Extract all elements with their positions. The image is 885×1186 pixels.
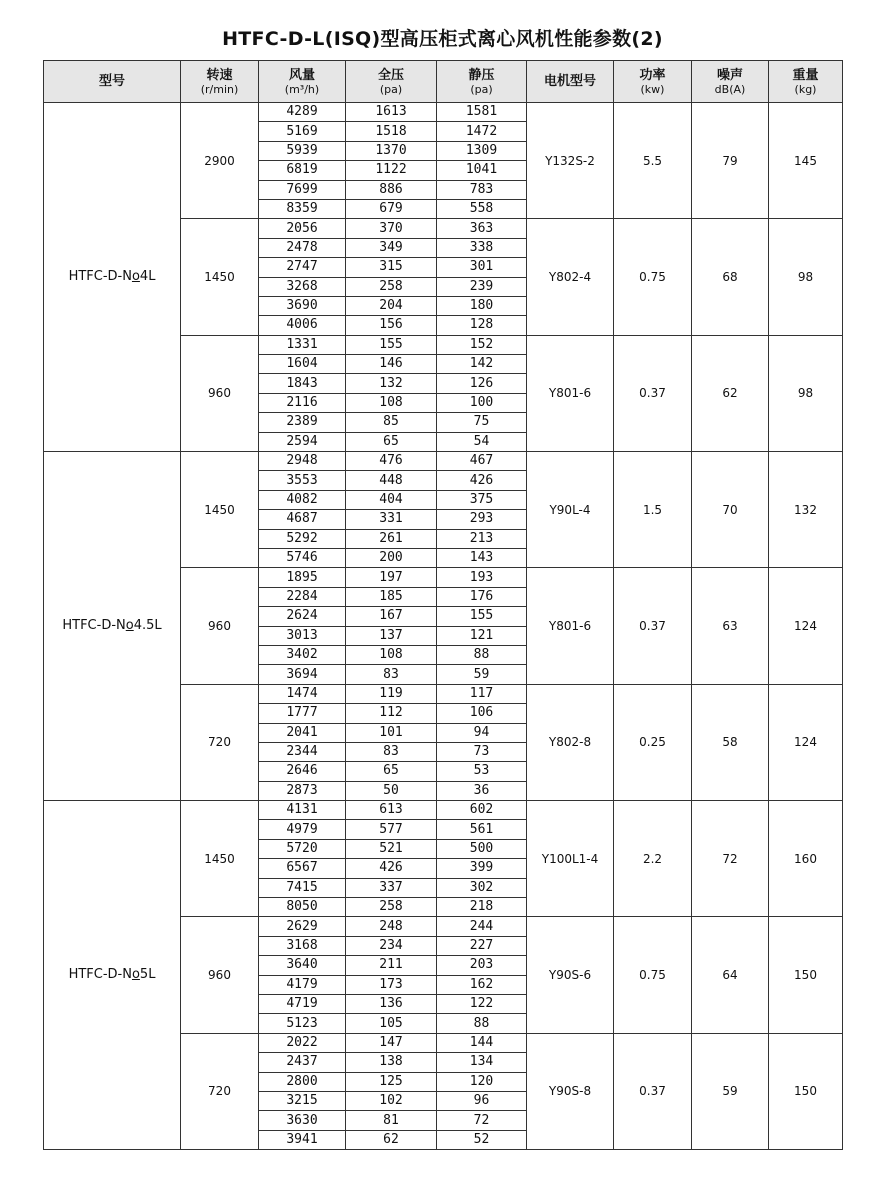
speed-cell: 1450 [181, 452, 259, 568]
airflow-cell: 4719 [259, 994, 346, 1013]
model-number-sign: o [131, 967, 140, 983]
motor-cell: Y801-6 [527, 568, 614, 684]
static-pressure-cell: 176 [437, 587, 527, 606]
total-pressure-cell: 261 [346, 529, 437, 548]
total-pressure-cell: 62 [346, 1130, 437, 1149]
total-pressure-cell: 65 [346, 432, 437, 451]
total-pressure-cell: 234 [346, 936, 437, 955]
static-pressure-cell: 88 [437, 1014, 527, 1033]
header-noise: 噪声 dB(A) [692, 61, 769, 103]
power-cell: 0.37 [614, 335, 692, 451]
airflow-cell: 3941 [259, 1130, 346, 1149]
total-pressure-cell: 112 [346, 704, 437, 723]
airflow-cell: 2116 [259, 393, 346, 412]
static-pressure-cell: 128 [437, 316, 527, 335]
static-pressure-cell: 1309 [437, 141, 527, 160]
speed-cell: 720 [181, 1033, 259, 1149]
table-body [44, 103, 843, 1150]
total-pressure-cell: 211 [346, 956, 437, 975]
total-pressure-cell: 167 [346, 607, 437, 626]
speed-cell: 1450 [181, 801, 259, 917]
power-cell: 0.37 [614, 1033, 692, 1149]
total-pressure-cell: 1370 [346, 141, 437, 160]
total-pressure-cell: 577 [346, 820, 437, 839]
static-pressure-cell: 106 [437, 704, 527, 723]
static-pressure-cell: 122 [437, 994, 527, 1013]
static-pressure-cell: 338 [437, 238, 527, 257]
total-pressure-cell: 136 [346, 994, 437, 1013]
static-pressure-cell: 54 [437, 432, 527, 451]
static-pressure-cell: 783 [437, 180, 527, 199]
static-pressure-cell: 155 [437, 607, 527, 626]
total-pressure-cell: 83 [346, 742, 437, 761]
power-cell: 0.75 [614, 219, 692, 335]
power-cell: 0.25 [614, 684, 692, 800]
airflow-cell: 2389 [259, 413, 346, 432]
total-pressure-cell: 65 [346, 762, 437, 781]
speed-cell: 960 [181, 335, 259, 451]
airflow-cell: 5292 [259, 529, 346, 548]
static-pressure-cell: 218 [437, 898, 527, 917]
static-pressure-cell: 500 [437, 839, 527, 858]
airflow-cell: 2041 [259, 723, 346, 742]
airflow-cell: 5746 [259, 548, 346, 567]
speed-cell: 960 [181, 917, 259, 1033]
motor-cell: Y90S-8 [527, 1033, 614, 1149]
static-pressure-cell: 301 [437, 258, 527, 277]
total-pressure-cell: 258 [346, 898, 437, 917]
table-row [44, 452, 843, 471]
airflow-cell: 2056 [259, 219, 346, 238]
airflow-cell: 7415 [259, 878, 346, 897]
airflow-cell: 2594 [259, 432, 346, 451]
static-pressure-cell: 1472 [437, 122, 527, 141]
total-pressure-cell: 1518 [346, 122, 437, 141]
static-pressure-cell: 162 [437, 975, 527, 994]
airflow-cell: 4179 [259, 975, 346, 994]
total-pressure-cell: 156 [346, 316, 437, 335]
airflow-cell: 6819 [259, 161, 346, 180]
total-pressure-cell: 155 [346, 335, 437, 354]
total-pressure-cell: 1122 [346, 161, 437, 180]
static-pressure-cell: 100 [437, 393, 527, 412]
static-pressure-cell: 72 [437, 1111, 527, 1130]
static-pressure-cell: 36 [437, 781, 527, 800]
airflow-cell: 3694 [259, 665, 346, 684]
total-pressure-cell: 138 [346, 1053, 437, 1072]
header-power: 功率 (kw) [614, 61, 692, 103]
static-pressure-cell: 144 [437, 1033, 527, 1052]
noise-cell: 70 [692, 452, 769, 568]
noise-cell: 62 [692, 335, 769, 451]
header-motor: 电机型号 [527, 61, 614, 103]
static-pressure-cell: 203 [437, 956, 527, 975]
total-pressure-cell: 125 [346, 1072, 437, 1091]
weight-cell: 124 [769, 568, 843, 684]
power-cell: 0.37 [614, 568, 692, 684]
static-pressure-cell: 227 [437, 936, 527, 955]
airflow-cell: 2624 [259, 607, 346, 626]
total-pressure-cell: 132 [346, 374, 437, 393]
header-static-pressure: 静压 (pa) [437, 61, 527, 103]
weight-cell: 132 [769, 452, 843, 568]
airflow-cell: 5939 [259, 141, 346, 160]
static-pressure-cell: 1581 [437, 103, 527, 122]
airflow-cell: 6567 [259, 859, 346, 878]
static-pressure-cell: 561 [437, 820, 527, 839]
airflow-cell: 4131 [259, 801, 346, 820]
static-pressure-cell: 558 [437, 199, 527, 218]
airflow-cell: 1843 [259, 374, 346, 393]
static-pressure-cell: 59 [437, 665, 527, 684]
static-pressure-cell: 52 [437, 1130, 527, 1149]
airflow-cell: 3630 [259, 1111, 346, 1130]
total-pressure-cell: 50 [346, 781, 437, 800]
airflow-cell: 2747 [259, 258, 346, 277]
motor-cell: Y90L-4 [527, 452, 614, 568]
airflow-cell: 4979 [259, 820, 346, 839]
static-pressure-cell: 1041 [437, 161, 527, 180]
static-pressure-cell: 120 [437, 1072, 527, 1091]
total-pressure-cell: 404 [346, 490, 437, 509]
weight-cell: 145 [769, 103, 843, 219]
airflow-cell: 2437 [259, 1053, 346, 1072]
airflow-cell: 5720 [259, 839, 346, 858]
weight-cell: 160 [769, 801, 843, 917]
weight-cell: 150 [769, 917, 843, 1033]
power-cell: 5.5 [614, 103, 692, 219]
total-pressure-cell: 102 [346, 1091, 437, 1110]
static-pressure-cell: 363 [437, 219, 527, 238]
model-number-sign: o [131, 269, 140, 285]
speed-cell: 2900 [181, 103, 259, 219]
total-pressure-cell: 85 [346, 413, 437, 432]
airflow-cell: 2948 [259, 452, 346, 471]
total-pressure-cell: 101 [346, 723, 437, 742]
airflow-cell: 3402 [259, 645, 346, 664]
total-pressure-cell: 197 [346, 568, 437, 587]
airflow-cell: 2022 [259, 1033, 346, 1052]
airflow-cell: 2646 [259, 762, 346, 781]
total-pressure-cell: 81 [346, 1111, 437, 1130]
airflow-cell: 2284 [259, 587, 346, 606]
airflow-cell: 1604 [259, 355, 346, 374]
total-pressure-cell: 83 [346, 665, 437, 684]
airflow-cell: 2629 [259, 917, 346, 936]
performance-table [43, 60, 843, 1150]
weight-cell: 124 [769, 684, 843, 800]
airflow-cell: 5169 [259, 122, 346, 141]
static-pressure-cell: 94 [437, 723, 527, 742]
total-pressure-cell: 613 [346, 801, 437, 820]
total-pressure-cell: 370 [346, 219, 437, 238]
total-pressure-cell: 108 [346, 645, 437, 664]
static-pressure-cell: 75 [437, 413, 527, 432]
static-pressure-cell: 193 [437, 568, 527, 587]
airflow-cell: 4687 [259, 510, 346, 529]
static-pressure-cell: 73 [437, 742, 527, 761]
noise-cell: 68 [692, 219, 769, 335]
weight-cell: 98 [769, 219, 843, 335]
noise-cell: 63 [692, 568, 769, 684]
airflow-cell: 1777 [259, 704, 346, 723]
total-pressure-cell: 147 [346, 1033, 437, 1052]
total-pressure-cell: 108 [346, 393, 437, 412]
model-name-cell: HTFC-D-No4.5L [44, 452, 181, 801]
total-pressure-cell: 679 [346, 199, 437, 218]
weight-cell: 98 [769, 335, 843, 451]
motor-cell: Y802-4 [527, 219, 614, 335]
total-pressure-cell: 173 [346, 975, 437, 994]
header-speed: 转速 (r/min) [181, 61, 259, 103]
total-pressure-cell: 137 [346, 626, 437, 645]
airflow-cell: 2344 [259, 742, 346, 761]
noise-cell: 58 [692, 684, 769, 800]
static-pressure-cell: 602 [437, 801, 527, 820]
static-pressure-cell: 239 [437, 277, 527, 296]
noise-cell: 59 [692, 1033, 769, 1149]
airflow-cell: 3553 [259, 471, 346, 490]
total-pressure-cell: 315 [346, 258, 437, 277]
power-cell: 1.5 [614, 452, 692, 568]
total-pressure-cell: 185 [346, 587, 437, 606]
airflow-cell: 3215 [259, 1091, 346, 1110]
model-number-sign: o [125, 618, 134, 634]
total-pressure-cell: 476 [346, 452, 437, 471]
noise-cell: 79 [692, 103, 769, 219]
airflow-cell: 2873 [259, 781, 346, 800]
airflow-cell: 7699 [259, 180, 346, 199]
total-pressure-cell: 105 [346, 1014, 437, 1033]
motor-cell: Y100L1-4 [527, 801, 614, 917]
total-pressure-cell: 349 [346, 238, 437, 257]
total-pressure-cell: 119 [346, 684, 437, 703]
model-name-cell: HTFC-D-No5L [44, 801, 181, 1150]
total-pressure-cell: 426 [346, 859, 437, 878]
static-pressure-cell: 244 [437, 917, 527, 936]
airflow-cell: 1331 [259, 335, 346, 354]
static-pressure-cell: 142 [437, 355, 527, 374]
static-pressure-cell: 152 [437, 335, 527, 354]
static-pressure-cell: 134 [437, 1053, 527, 1072]
speed-cell: 960 [181, 568, 259, 684]
total-pressure-cell: 331 [346, 510, 437, 529]
airflow-cell: 3640 [259, 956, 346, 975]
static-pressure-cell: 375 [437, 490, 527, 509]
static-pressure-cell: 293 [437, 510, 527, 529]
static-pressure-cell: 399 [437, 859, 527, 878]
motor-cell: Y802-8 [527, 684, 614, 800]
airflow-cell: 3690 [259, 296, 346, 315]
airflow-cell: 3268 [259, 277, 346, 296]
table-row [44, 103, 843, 122]
static-pressure-cell: 121 [437, 626, 527, 645]
total-pressure-cell: 248 [346, 917, 437, 936]
speed-cell: 1450 [181, 219, 259, 335]
static-pressure-cell: 213 [437, 529, 527, 548]
table-row [44, 801, 843, 820]
airflow-cell: 8359 [259, 199, 346, 218]
motor-cell: Y132S-2 [527, 103, 614, 219]
airflow-cell: 8050 [259, 898, 346, 917]
static-pressure-cell: 126 [437, 374, 527, 393]
total-pressure-cell: 200 [346, 548, 437, 567]
airflow-cell: 4289 [259, 103, 346, 122]
model-name-cell: HTFC-D-No4L [44, 103, 181, 452]
noise-cell: 64 [692, 917, 769, 1033]
header-weight: 重量 (kg) [769, 61, 843, 103]
static-pressure-cell: 426 [437, 471, 527, 490]
static-pressure-cell: 180 [437, 296, 527, 315]
motor-cell: Y801-6 [527, 335, 614, 451]
airflow-cell: 1895 [259, 568, 346, 587]
airflow-cell: 2800 [259, 1072, 346, 1091]
noise-cell: 72 [692, 801, 769, 917]
airflow-cell: 3168 [259, 936, 346, 955]
airflow-cell: 4082 [259, 490, 346, 509]
static-pressure-cell: 467 [437, 452, 527, 471]
page-title: HTFC-D-L(ISQ)型高压柜式离心风机性能参数(2) [222, 28, 663, 50]
airflow-cell: 3013 [259, 626, 346, 645]
weight-cell: 150 [769, 1033, 843, 1149]
airflow-cell: 1474 [259, 684, 346, 703]
header-row [44, 61, 843, 103]
total-pressure-cell: 337 [346, 878, 437, 897]
power-cell: 0.75 [614, 917, 692, 1033]
static-pressure-cell: 117 [437, 684, 527, 703]
speed-cell: 720 [181, 684, 259, 800]
static-pressure-cell: 143 [437, 548, 527, 567]
power-cell: 2.2 [614, 801, 692, 917]
static-pressure-cell: 96 [437, 1091, 527, 1110]
header-model: 型号 [44, 61, 181, 103]
total-pressure-cell: 886 [346, 180, 437, 199]
header-total-pressure: 全压 (pa) [346, 61, 437, 103]
static-pressure-cell: 302 [437, 878, 527, 897]
total-pressure-cell: 1613 [346, 103, 437, 122]
static-pressure-cell: 53 [437, 762, 527, 781]
airflow-cell: 4006 [259, 316, 346, 335]
airflow-cell: 5123 [259, 1014, 346, 1033]
total-pressure-cell: 448 [346, 471, 437, 490]
total-pressure-cell: 204 [346, 296, 437, 315]
static-pressure-cell: 88 [437, 645, 527, 664]
total-pressure-cell: 146 [346, 355, 437, 374]
total-pressure-cell: 258 [346, 277, 437, 296]
motor-cell: Y90S-6 [527, 917, 614, 1033]
total-pressure-cell: 521 [346, 839, 437, 858]
header-airflow: 风量 (m³/h) [259, 61, 346, 103]
airflow-cell: 2478 [259, 238, 346, 257]
